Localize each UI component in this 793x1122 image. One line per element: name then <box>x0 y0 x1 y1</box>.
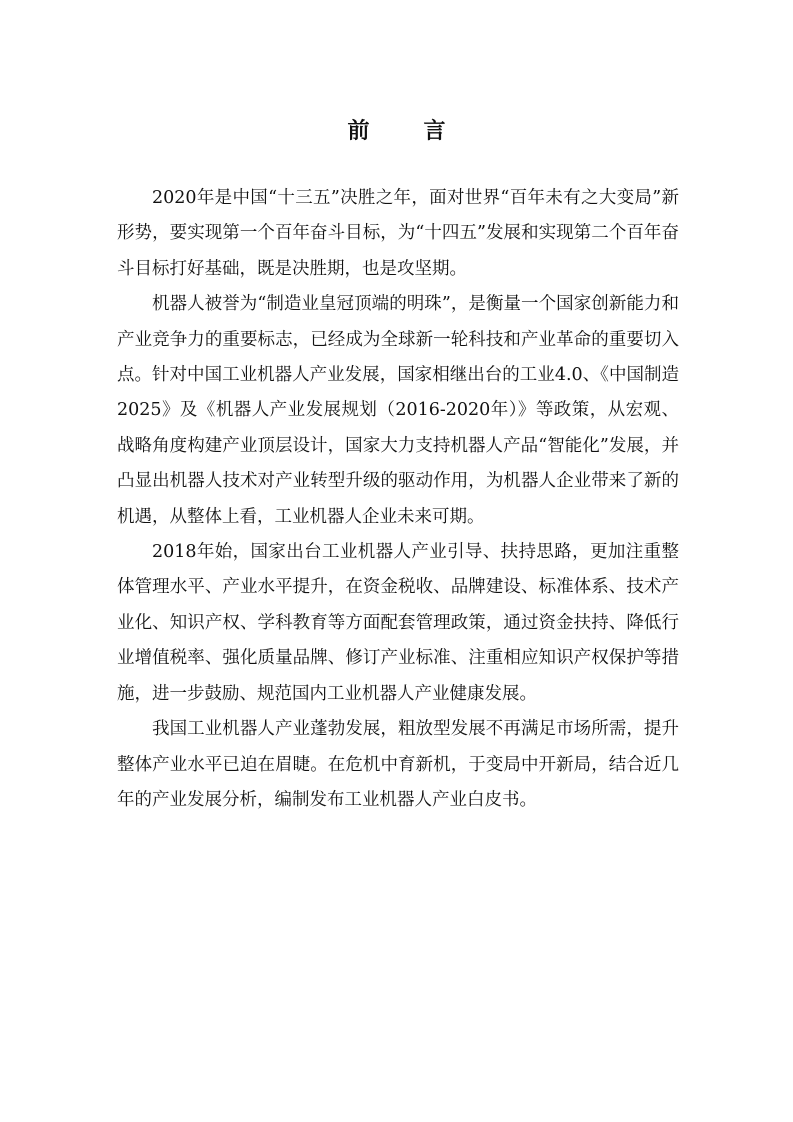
paragraph-4: 我国工业机器人产业蓬勃发展，粗放型发展不再满足市场所需，提升整体产业水平已迫在眉睫。在危机中育新机，于变局中开新局，结合近几年的产业发展分析，编制发布工业机器人产业白皮书。 <box>117 719 679 810</box>
paragraph-3: 2018年始，国家出台工业机器人产业引导、扶持思路，更加注重整体管理水平、产业水平提升，在资金税收、品牌建设、标准体系、技术产业化、知识产权、学科教育等方面配套管理政策，通过资金扶持、降低行业增值税率、强化质量品牌、修订产业标准、注重相应知识产权保护等措施，进一步鼓励、规范国内工业机器人产业健康发展。 <box>117 542 679 704</box>
preface-body <box>117 181 679 818</box>
paragraph-2: 机器人被誉为“制造业皇冠顶端的明珠”，是衡量一个国家创新能力和产业竞争力的重要标志，已经成为全球新一轮科技和产业革命的重要切入点。针对中国工业机器人产业发展，国家相继出台的工业4.0、《中国制造2025》及《机器人产业发展规划（2016-2020年）》等政策，从宏观、战略角度构建产业顶层设计，国家大力支持机器人产品“智能化”发展，并凸显出机器人技术对产业转型升级的驱动作用，为机器人企业带来了新的机遇，从整体上看，工业机器人企业未来可期。 <box>117 294 679 527</box>
paragraph-1: 2020年是中国“十三五”决胜之年，面对世界“百年未有之大变局”新形势，要实现第一个百年奋斗目标，为“十四五”发展和实现第二个百年奋斗目标打好基础，既是决胜期，也是攻坚期。 <box>117 188 679 279</box>
page-title: 前 言 <box>347 117 462 144</box>
